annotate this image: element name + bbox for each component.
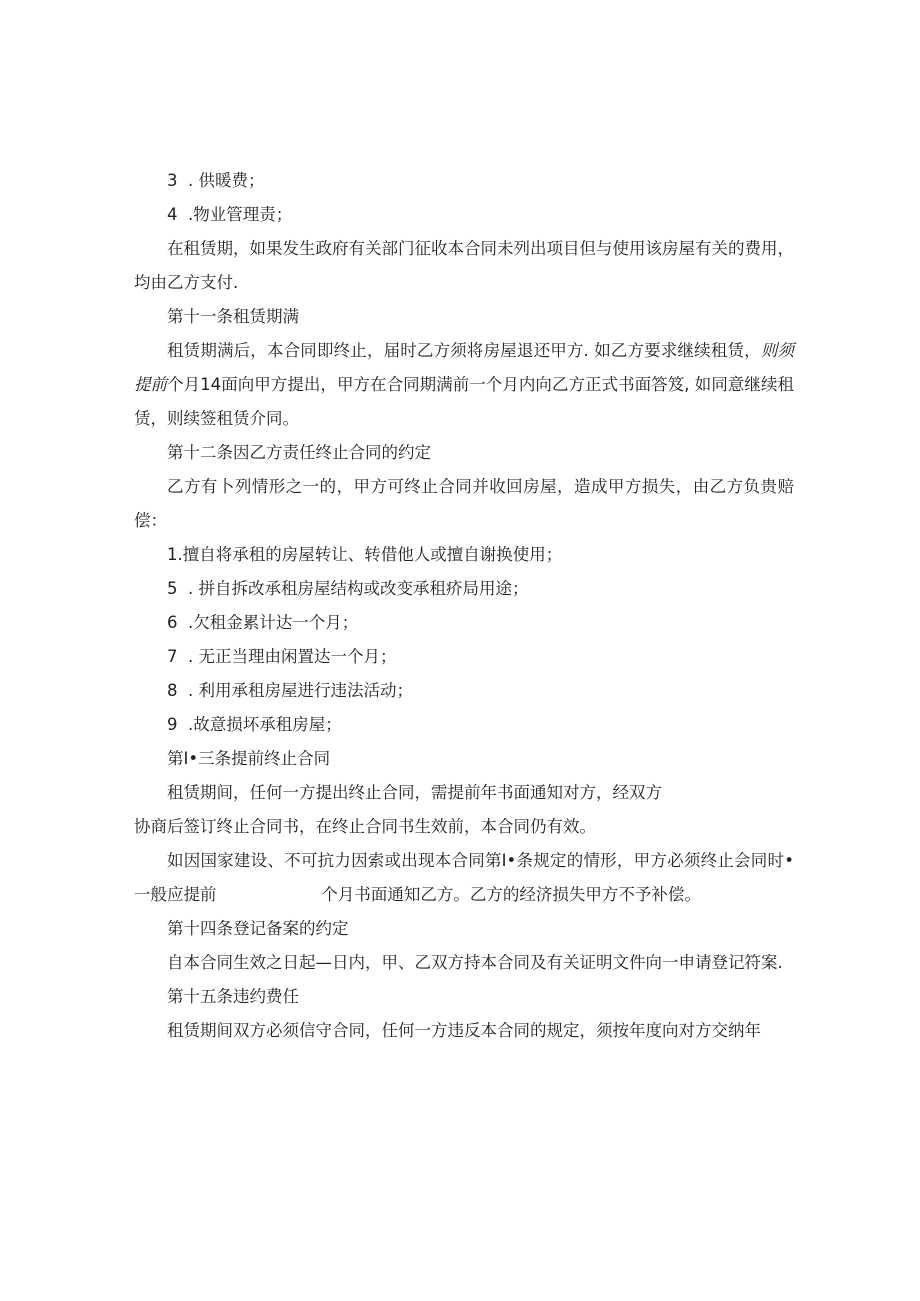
list-item: 8 . 利用承租房屋进行违法活动；	[167, 681, 413, 700]
heading-article-15: 第十五条违约费任	[167, 987, 299, 1006]
paragraph-early-termination-cont: 协商后签订终止合同书，在终止合同书生效前，本合同仍有效。	[134, 817, 596, 836]
paragraph-property-fee: 4 .物业管理责；	[167, 205, 293, 224]
paragraph-lease-expiry	[134, 334, 794, 436]
list-item: 7 . 无正当理由闲置达一个月；	[167, 647, 397, 666]
paragraph-termination-conditions: 乙方有卜列情形之一的，甲方可终止合同并收回房屋，造成甲方损失，由乙方负贵赔偿：	[134, 477, 794, 530]
heading-article-11: 第十一条租赁期满	[167, 307, 299, 326]
paragraph-other-fees: 在租赁期，如果发生政府有关部门征收本合同未列出项目但与使用该房屋有关的费用，均由乙方支付.	[134, 239, 794, 292]
paragraph-early-termination: 租赁期间，任何一方提出终止合同，需提前年书面通知对方，经双方	[167, 783, 662, 802]
list-item: 5 . 拼自拆改承租房屋结构或改变承租疥局用途；	[167, 579, 529, 598]
italic-segment: 则须提前	[134, 341, 794, 394]
text-segment: 租赁期满后，本合同即终止，届时乙方须将房屋退还甲方. 如乙方要求继续租赁，	[167, 341, 761, 360]
heading-article-14: 第十四条登记备案的约定	[167, 919, 349, 938]
heading-article-12: 第十二条因乙方责任终止合同的约定	[167, 443, 431, 462]
document-body	[134, 164, 794, 1048]
paragraph-breach: 租赁期间双方必须信守合同，任何一方违反本合同的规定，须按年度向对方交纳年	[167, 1021, 761, 1040]
heading-article-13: 第I•三条提前终止合同	[167, 749, 331, 768]
list-item: 9 .故意损坏承租房屋；	[167, 715, 342, 734]
paragraph-heating-fee: 3 . 供暖费；	[167, 171, 265, 190]
list-item: 6 .欠租金累计达一个月；	[167, 613, 359, 632]
list-item: 1.擅自将承租的房屋转让、转借他人或擅自谢换使用；	[167, 545, 563, 564]
paragraph-registration: 自本合同生效之日起—日内，甲、乙双方持本合同及有关证明文件向一申请登记符案.	[167, 953, 783, 972]
text-segment: 个月14面向甲方提出，甲方在合同期满前一个月内向乙方正式书面答笈, 如同意继续租赁，则续签租赁介同。	[134, 375, 794, 428]
paragraph-national-construction: 如因国家建设、不可抗力因索或出现本合同第I•条规定的情形，甲方必须终止会同时•一般应提前 个月书面通知乙方。乙方的经济损失甲方不予补偿。	[134, 851, 794, 904]
